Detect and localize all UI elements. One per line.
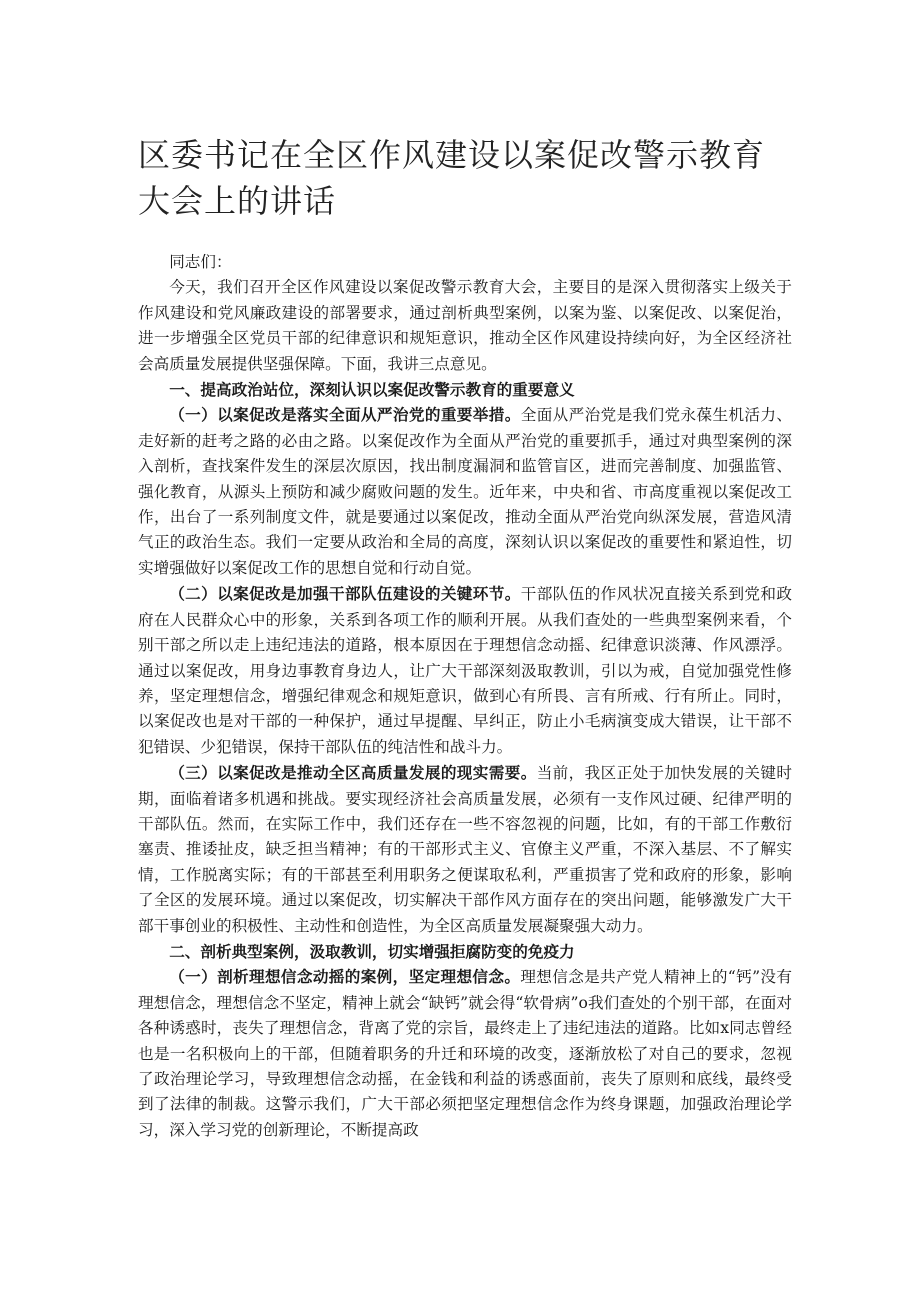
section1-paragraph-3-lead: （三）以案促改是推动全区高质量发展的现实需要。 [169, 763, 537, 783]
section2-paragraph-1-body: 理想信念是共产党人精神上的“钙”没有理想信念，理想信念不坚定，精神上就会“缺钙”就会得“软骨病”o我们查处的个别干部，在面对各种诱惑时，丧失了理想信念，背离了党的宗旨，最终走上了违纪违法的道路。比如x同志曾经也是一名积极向上的干部，但随着职务的升迁和环境的改变，逐渐放松了对自己的要求，忽视了政治理论学习，导致理想信念动摇，在金钱和利益的诱惑面前，丧失了原则和底线，最终受到了法律的制裁。这警示我们，广大干部必须把坚定理想信念作为终身课题，加强政治理论学习，深入学习党的创新理论，不断提高政 [138, 968, 792, 1139]
intro-paragraph: 今天，我们召开全区作风建设以案促改警示教育大会，主要目的是深入贯彻落实上级关于作风建设和党风廉政建设的部署要求，通过剖析典型案例，以案为鉴、以案促改、以案促治，进一步增强全区党员干部的纪律意识和规矩意识，推动全区作风建设持续向好，为全区经济社会高质量发展提供坚强保障。下面，我讲三点意见。 [138, 278, 792, 373]
section1-paragraph-3-body: 当前，我区正处于加快发展的关键时期，面临着诸多机遇和挑战。要实现经济社会高质量发展，必须有一支作风过硬、纪律严明的干部队伍。然而，在实际工作中，我们还存在一些不容忽视的问题，比如，有的干部工作敷衍塞责、推诿扯皮，缺乏担当精神；有的干部形式主义、官僚主义严重，不深入基层、不了解实情，工作脱离实际；有的干部甚至利用职务之便谋取私利，严重损害了党和政府的形象，影响了全区的发展环境。通过以案促改，切实解决干部作风方面存在的突出问题，能够激发广大干部干事创业的积极性、主动性和创造性，为全区高质量发展凝聚强大动力。 [138, 764, 792, 935]
section1-paragraph-3 [138, 760, 792, 939]
salutation: 同志们： [169, 253, 232, 271]
section2-heading: 二、剖析典型案例，汲取教训，切实增强拒腐防变的免疫力 [169, 941, 575, 961]
document-page [138, 132, 792, 1143]
section1-paragraph-1 [138, 402, 792, 581]
document-title: 区委书记在全区作风建设以案促改警示教育大会上的讲话 [138, 136, 766, 220]
section2-paragraph-1 [138, 964, 792, 1143]
section1-paragraph-2-lead: （二）以案促改是加强干部队伍建设的关键环节。 [169, 584, 521, 604]
section1-paragraph-2-body: 干部队伍的作风状况直接关系到党和政府在人民群众心中的形象，关系到各项工作的顺利开展。从我们查处的一些典型案例来看，个别干部之所以走上违纪违法的道路，根本原因在于理想信念动摇、纪律意识淡薄、作风漂浮。通过以案促改，用身边事教育身边人，让广大干部深刻汲取教训，引以为戒，自觉加强党性修养，坚定理想信念，增强纪律观念和规矩意识，做到心有所畏、言有所戒、行有所止。同时，以案促改也是对干部的一种保护，通过早提醒、早纠正，防止小毛病演变成大错误，让干部不犯错误、少犯错误，保持干部队伍的纯洁性和战斗力。 [138, 585, 792, 756]
section2-paragraph-1-lead: （一）剖析理想信念动摇的案例，坚定理想信念。 [169, 967, 521, 987]
section1-paragraph-1-lead: （一）以案促改是落实全面从严治党的重要举措。 [169, 405, 521, 425]
section1-paragraph-2 [138, 581, 792, 760]
section1-heading: 一、提高政治站位，深刻认识以案促改警示教育的重要意义 [169, 380, 575, 400]
section1-paragraph-1-body: 全面从严治党是我们党永葆生机活力、走好新的赶考之路的必由之路。以案促改作为全面从严治党的重要抓手，通过对典型案例的深入剖析，查找案件发生的深层次原因，找出制度漏洞和监管盲区，进而完善制度、加强监管、强化教育，从源头上预防和减少腐败问题的发生。近年来，中央和省、市高度重视以案促改工作，出台了一系列制度文件，就是要通过以案促改，推动全面从严治党向纵深发展，营造风清气正的政治生态。我们一定要从政治和全局的高度，深刻认识以案促改的重要性和紧迫性，切实增强做好以案促改工作的思想自觉和行动自觉。 [138, 406, 792, 577]
